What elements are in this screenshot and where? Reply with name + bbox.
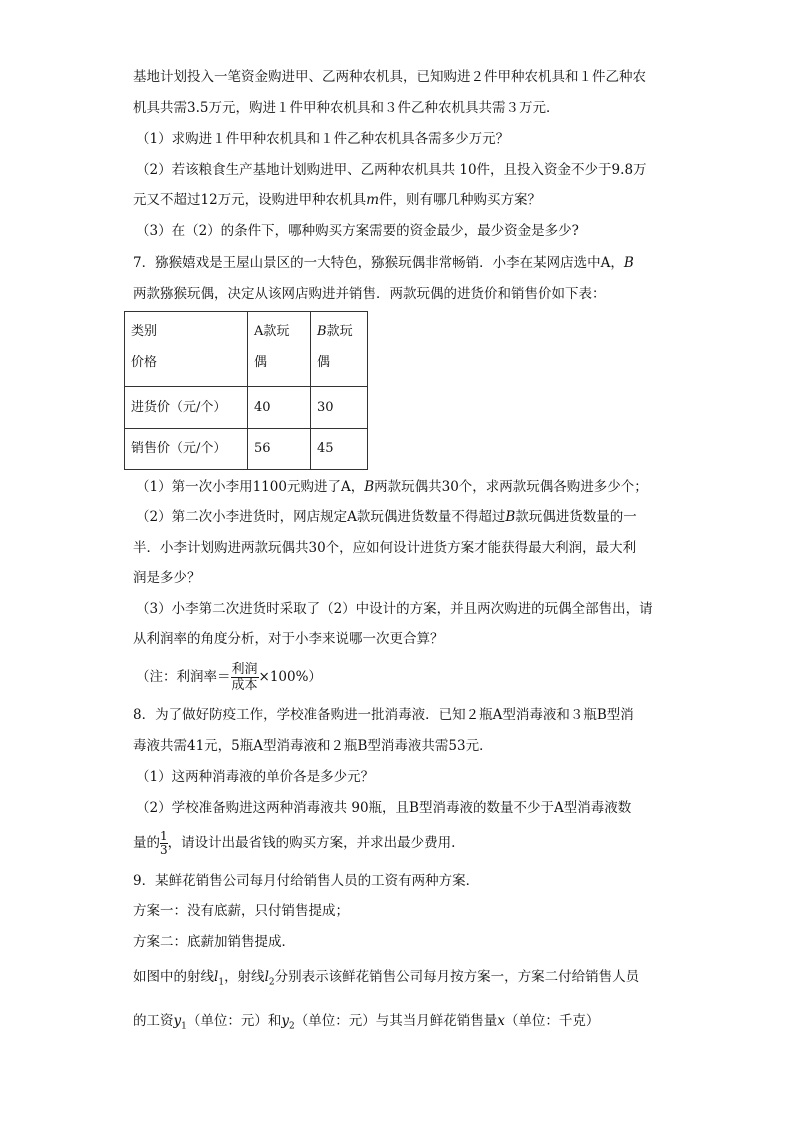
p6-text-line-1: 基地计划投入一笔资金购进甲、乙两种农机具，已知购进２件甲种农机具和１件乙种农 bbox=[133, 69, 646, 85]
header-a-line1: A款玩 bbox=[254, 324, 290, 339]
p7-q1-b: B bbox=[364, 479, 375, 495]
header-b-var: B bbox=[317, 324, 327, 339]
var-y2: y bbox=[281, 1013, 290, 1029]
var-y2-sub: 2 bbox=[289, 1021, 295, 1032]
p9-l2-post: 分别表示该鲜花销售公司每月按方案一，方案二付给销售人员 bbox=[274, 969, 640, 985]
table-header-category bbox=[125, 312, 248, 387]
p9-text-line-3 bbox=[133, 1011, 599, 1037]
p7-note-post: ×100%） bbox=[258, 669, 322, 685]
table-cell-value: 30 bbox=[311, 387, 368, 429]
p7-l1-pre: 7．猕猴嬉戏是王屋山景区的一大特色，猕猴玩偶非常畅销．小李在某网店选中 bbox=[133, 255, 601, 271]
fraction-denominator: 成本 bbox=[231, 678, 258, 693]
p7-question-3a: （3）小李第二次进货时采取了（2）中设计的方案，并且两次购进的玩偶全部售出，请 bbox=[136, 601, 653, 617]
p7-l1-b: B bbox=[623, 255, 634, 271]
fraction-numerator: 利润 bbox=[231, 662, 258, 677]
p9-l3-mid2: （单位：元）与其当月鲜花销售量 bbox=[294, 1013, 498, 1029]
p9-l3-post: （单位：千克） bbox=[504, 1013, 600, 1029]
ray-l2-sub: 2 bbox=[268, 977, 275, 988]
p7-l1-a: A bbox=[600, 255, 611, 271]
p8-text-line-2: 毒液共需41元，5瓶A型消毒液和２瓶B型消毒液共需53元． bbox=[133, 738, 493, 754]
var-y1-sub: 1 bbox=[181, 1021, 187, 1032]
var-y1: y bbox=[173, 1013, 182, 1029]
p6-text-line-2: 机具共需3.5万元，购进１件甲种农机具和３件乙种农机具共需３万元． bbox=[133, 100, 560, 116]
p6-q2b-pre: 元又不超过12万元，设购进甲种农机具 bbox=[133, 192, 367, 208]
p7-q1-post: 两款玩偶共30个，求两款玩偶各购进多少个； bbox=[374, 479, 648, 495]
p7-question-1 bbox=[136, 477, 648, 497]
p7-q2a-b: B bbox=[505, 509, 516, 525]
p7-question-2a bbox=[136, 507, 637, 527]
table-row bbox=[125, 387, 368, 429]
p7-q2a-post: 款玩偶进货数量的一 bbox=[515, 509, 637, 525]
table-row bbox=[125, 429, 368, 470]
header-b-text: 款玩 bbox=[326, 324, 353, 339]
p9-text-line-1: 9．某鲜花销售公司每月付给销售人员的工资有两种方案． bbox=[133, 873, 480, 889]
p7-question-2c: 润是多少？ bbox=[133, 570, 201, 586]
price-table bbox=[124, 311, 368, 470]
p8-question-2a: （2）学校准备购进这两种消毒液共 90瓶，且B型消毒液的数量不少于A型消毒液数 bbox=[136, 800, 632, 816]
p9-l3-mid: （单位：元）和 bbox=[186, 1013, 282, 1029]
table-header-a bbox=[248, 312, 311, 387]
p7-text-line-2: 两款猕猴玩偶，决定从该网店购进并销售．两款玩偶的进货价和销售价如下表： bbox=[133, 286, 606, 302]
p7-text-line-1 bbox=[133, 253, 634, 273]
table-header-b bbox=[311, 312, 368, 387]
p7-q1-pre: （1）第一次小李用1100元购进了 bbox=[136, 479, 341, 495]
profit-rate-fraction bbox=[231, 662, 259, 693]
ray-l1: l bbox=[214, 969, 219, 985]
table-cell-value: 40 bbox=[248, 387, 311, 429]
p6-question-1: （1）求购进１件甲种农机具和１件乙种农机具各需多少万元？ bbox=[136, 131, 510, 147]
ray-l2: l bbox=[264, 969, 269, 985]
table-cell-label: 进货价（元/个） bbox=[125, 387, 248, 429]
header-b-line2: 偶 bbox=[317, 355, 331, 370]
header-category-line1: 类别 bbox=[131, 324, 158, 339]
p7-q1-sep: ， bbox=[350, 479, 365, 495]
header-a-line2: 偶 bbox=[254, 355, 268, 370]
p6-q2b-var: m bbox=[366, 192, 379, 208]
table-cell-value: 56 bbox=[248, 429, 311, 470]
p6-question-3: （3）在（2）的条件下，哪种购买方案需要的资金最少，最少资金是多少? bbox=[136, 223, 579, 239]
p7-q2a-pre: （2）第二次小李进货时，网店规定A款玩偶进货数量不得超过 bbox=[136, 509, 506, 525]
p8-q2b-post: ，请设计出最省钱的购买方案，并求出最少费用. bbox=[167, 835, 456, 851]
p7-note-pre: （注：利润率＝ bbox=[136, 669, 231, 685]
ray-l1-sub: 1 bbox=[218, 977, 225, 988]
p9-l2-mid: ，射线 bbox=[224, 969, 265, 985]
p9-plan-1: 方案一：没有底薪，只付销售提成； bbox=[133, 903, 349, 919]
p9-l3-pre: 的工资 bbox=[133, 1013, 174, 1029]
p8-question-2b bbox=[133, 826, 455, 860]
header-category-line2: 价格 bbox=[131, 355, 158, 370]
p7-q1-a: A bbox=[340, 479, 351, 495]
table-cell-label: 销售价（元/个） bbox=[125, 429, 248, 470]
table-cell-value: 45 bbox=[311, 429, 368, 470]
p9-text-line-2 bbox=[133, 967, 639, 993]
p7-l1-sep: ， bbox=[610, 255, 624, 271]
p8-q2b-pre: 量的 bbox=[133, 835, 160, 851]
p7-note bbox=[136, 660, 322, 694]
p8-question-1: （1）这两种消毒液的单价各是多少元？ bbox=[136, 769, 375, 785]
p6-question-2b bbox=[133, 190, 541, 210]
p7-question-2b: 半．小李计划购进两款玩偶共30个，应如何设计进货方案才能获得最大利润，最大利 bbox=[133, 540, 637, 556]
fraction-denominator: 3 bbox=[160, 843, 168, 857]
p6-question-2a: （2）若该粮食生产基地计划购进甲、乙两种农机具共 10件，且投入资金不少于9.8万 bbox=[136, 162, 647, 178]
fraction-numerator: 1 bbox=[160, 829, 168, 843]
p7-question-3b: 从利润率的角度分析，对于小李来说哪一次更合算？ bbox=[133, 631, 444, 647]
table-row bbox=[125, 312, 368, 387]
var-x: x bbox=[497, 1013, 505, 1029]
p9-plan-2: 方案二：底薪加销售提成． bbox=[133, 934, 295, 950]
p8-text-line-1: 8．为了做好防疫工作，学校准备购进一批消毒液．已知２瓶A型消毒液和３瓶B型消 bbox=[133, 707, 634, 723]
one-third-fraction bbox=[160, 830, 168, 857]
p9-l2-pre: 如图中的射线 bbox=[133, 969, 214, 985]
p6-q2b-post: 件，则有哪几种购买方案？ bbox=[379, 192, 541, 208]
header-b-line1 bbox=[317, 316, 361, 347]
